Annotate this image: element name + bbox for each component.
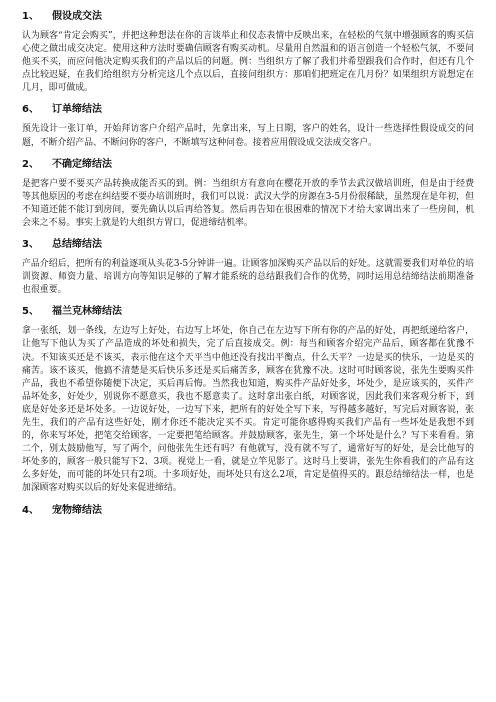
section-pet-close xyxy=(22,504,474,518)
section-number: 1、 xyxy=(22,11,39,22)
section-number: 3、 xyxy=(22,239,39,251)
section-heading xyxy=(22,504,474,518)
section-title: 总结缔结法 xyxy=(52,239,102,251)
section-body: 认为顾客“肯定会购买”，并把这种想法在你的言谈举止和仪态表情中反映出来，在轻松的气氛中增强顾客的购买信心使之做出成交决定。使用这种方法时要确信顾客有购买动机。尽量用自然温和的语言创造一个轻松气氛，不要问他买不买，而应问他决定购买我们的产品以后的问题。例：当组织方了解了我们并希望跟我们合作时，但还有几个点比较迟疑，在我们给组织方分析完这几个点以后，直接问组织方：那咱们把班定在几月份？如果组织方说想定在几月，即可做成。 xyxy=(22,31,474,94)
section-number: 6、 xyxy=(22,104,39,116)
section-body: 预先设计一张订单，开始拜访客户介绍产品时，先拿出来，写上日期，客户的姓名，设计一些选择性假设成交的问题，不断介绍产品、不断问你的客户，不断填写这种问卷。接着应用假设成交法成交客户。 xyxy=(22,124,474,148)
section-title: 福兰克林缔结法 xyxy=(52,306,122,318)
section-title: 宠物缔结法 xyxy=(52,504,102,516)
section-title: 订单缔结法 xyxy=(52,104,102,116)
section-heading xyxy=(22,305,474,319)
section-number: 5、 xyxy=(22,306,39,318)
section-heading xyxy=(22,238,474,252)
section-number: 2、 xyxy=(22,158,39,170)
section-franklin-close xyxy=(22,305,474,495)
section-heading xyxy=(22,10,474,24)
section-heading xyxy=(22,103,474,117)
section-assumptive-close xyxy=(22,10,474,95)
section-uncertainty-close xyxy=(22,158,474,230)
section-order-close xyxy=(22,103,474,149)
section-heading xyxy=(22,158,474,172)
section-body: 是把客户要不要买产品转换成能否买的到。例：当组织方有意向在樱花开放的季节去武汉做培训班，但是由于经费等其他原因的考虑在纠结要不要办培训班时，我们可以说：武汉大学的房源在3-5月份很稀缺，虽然现在是年初，但不知道还能不能订到房间，要先确认以后再给答复。然后再告知在很困难的情况下才给大家调出来了一些房间，机会来之不易。事实上就是钓大组织方胃口，促进缔结机率。 xyxy=(22,178,474,228)
section-number: 4、 xyxy=(22,504,39,516)
section-title: 不确定缔结法 xyxy=(52,158,112,170)
section-body: 产品介绍后，把所有的利益逐项从头花3-5分钟讲一遍。让顾客加深购买产品以后的好处。这就需要我们对单位的培训资源、师资力量、培训方向等知识足够的了解才能系统的总结跟我们合作的优势，同时运用总结缔结法前期准备也很重要。 xyxy=(22,259,474,296)
section-title: 假设成交法 xyxy=(52,11,102,22)
section-summary-close xyxy=(22,238,474,297)
section-body: 拿一张纸，划一条线，左边写上好处，右边写上坏处，你自己在左边写下所有你的产品的好处，再把纸递给客户，让他写下他认为买了产品造成的坏处和损失，完了后直接成交。例：每当和顾客介绍完产品后，顾客都在犹豫不决。不知该买还是不该买，表示他在这个天平当中他还没有找出平衡点，什么天平？一边是买的快乐，一边是买的痛苦。该不该买，他搞不清楚是买后快乐多还是买后痛苦多，顾客在犹豫不决。这时可时顾客说，张先生要购买件产品，我也不希望你随便下决定，买后再后悔。当然我也知道，购买件产品好处多，坏处少，是应该买的，买件产品坏处多，好处少，别说你不愿意买，我也不愿意卖了。这时拿出张白纸，对顾客说，因此我们来客观分析下，到底是好处多还是坏处多。一边说好处，一边写下来，把所有的好处全写下来，写得越多越好，写完后对顾客说，张先生，我们的产品有这些好处，刚才你还不能决定买不买。肯定可能你感得购买我们产品有一些坏处是我想不到的，你来写坏处，把笔交给顾客，一定要把笔给顾客。并鼓励顾客，张先生，第一个坏处是什么？写下来看看。第二个，别太鼓励他写，写了两个，问他张先生还有吗？有他就写，没有就不写了，通常好写的好处，是会比他写的坏处多的，顾客一般只能写下2、3项。视觉上一看，就是立竿见影了。这时马上要讲，张先生你看我们的产品有这么多好处，而可能的坏处只有2项。十多项好处，而坏处只有这么2项，肯定是值得买的。跟总结缔结法一样，也是加深顾客对购买以后的好处来促进缔结。 xyxy=(22,326,474,494)
